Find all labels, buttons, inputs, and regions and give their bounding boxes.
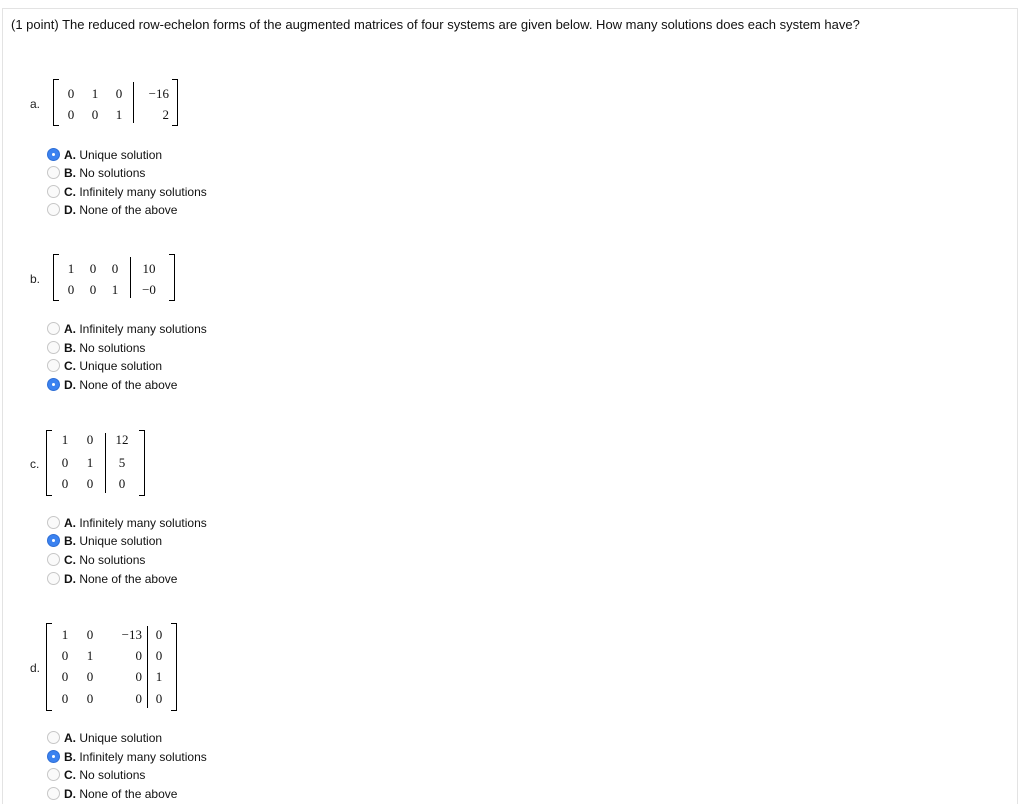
matrix-cell: 0 (155, 648, 163, 663)
matrix-cell: 0 (155, 691, 163, 706)
radio-button[interactable] (47, 166, 60, 179)
matrix-cell: 0 (111, 261, 119, 276)
augment-line (147, 626, 148, 708)
matrix-cell: 1 (155, 669, 163, 684)
matrix-cell: 2 (162, 107, 169, 122)
matrix-c (46, 430, 145, 496)
matrix-cell: 0 (61, 476, 69, 491)
radio-button[interactable] (47, 516, 60, 529)
matrix-cell: 0 (86, 627, 94, 642)
right-bracket (171, 623, 177, 711)
matrix-cell: 0 (67, 107, 75, 122)
left-bracket (53, 79, 59, 126)
matrix-a (53, 79, 178, 126)
matrix-cell: 0 (86, 476, 94, 491)
radio-button[interactable] (47, 553, 60, 566)
matrix-cell: 0 (135, 669, 142, 684)
radio-button[interactable] (47, 787, 60, 800)
right-bracket (169, 254, 175, 301)
augment-line (133, 82, 134, 123)
matrix-cell: 0 (135, 648, 142, 663)
matrix-cell: 0 (155, 627, 163, 642)
matrix-cell: 1 (67, 261, 75, 276)
radio-button[interactable] (47, 359, 60, 372)
matrix-b (53, 254, 175, 301)
radio-button[interactable] (47, 731, 60, 744)
question-text: (1 point) The reduced row-echelon forms of the augmented matrices of four systems are given below. How many solutions does each system have? (11, 17, 860, 32)
matrix-cell: 1 (86, 648, 94, 663)
matrix-cell: 0 (67, 86, 75, 101)
matrix-cell: 0 (86, 432, 94, 447)
matrix-cell: −0 (142, 282, 156, 297)
matrix-cell: 0 (86, 669, 94, 684)
augment-line (130, 257, 131, 298)
matrix-cell: −13 (121, 627, 142, 642)
matrix-cell: 0 (89, 261, 97, 276)
matrix-cell: 1 (61, 627, 69, 642)
left-bracket (46, 623, 52, 711)
part-label: d. (30, 661, 41, 675)
radio-button[interactable] (47, 203, 60, 216)
matrix-cell: 0 (61, 455, 69, 470)
radio-button[interactable] (47, 572, 60, 585)
matrix-cell: 0 (67, 282, 75, 297)
radio-button[interactable] (47, 341, 60, 354)
radio-button[interactable] (47, 185, 60, 198)
radio-button[interactable] (47, 768, 60, 781)
radio-button[interactable] (47, 534, 60, 547)
matrix-cell: 0 (118, 476, 126, 491)
matrix-cell: 10 (142, 261, 156, 276)
left-bracket (53, 254, 59, 301)
matrix-cell: 1 (115, 107, 123, 122)
right-bracket (172, 79, 178, 126)
radio-button[interactable] (47, 322, 60, 335)
matrix-cell: 1 (111, 282, 119, 297)
matrix-cell: 0 (86, 691, 94, 706)
radio-button[interactable] (47, 378, 60, 391)
matrix-cell: 5 (118, 455, 126, 470)
matrix-cell: 0 (115, 86, 123, 101)
matrix-d (46, 623, 177, 711)
matrix-cell: 1 (61, 432, 69, 447)
right-bracket (139, 430, 145, 496)
part-label: c. (30, 457, 40, 471)
matrix-cell: 0 (89, 282, 97, 297)
matrix-cell: 0 (61, 691, 69, 706)
augment-line (105, 433, 106, 493)
matrix-cell: 0 (61, 669, 69, 684)
matrix-cell: −16 (148, 86, 169, 101)
matrix-cell: 1 (86, 455, 94, 470)
matrix-cell: 12 (115, 432, 129, 447)
radio-button[interactable] (47, 148, 60, 161)
part-label: a. (30, 97, 41, 111)
matrix-cell: 0 (91, 107, 99, 122)
matrix-cell: 1 (91, 86, 99, 101)
matrix-cell: 0 (135, 691, 142, 706)
part-label: b. (30, 272, 41, 286)
radio-button[interactable] (47, 750, 60, 763)
left-bracket (46, 430, 52, 496)
matrix-cell: 0 (61, 648, 69, 663)
